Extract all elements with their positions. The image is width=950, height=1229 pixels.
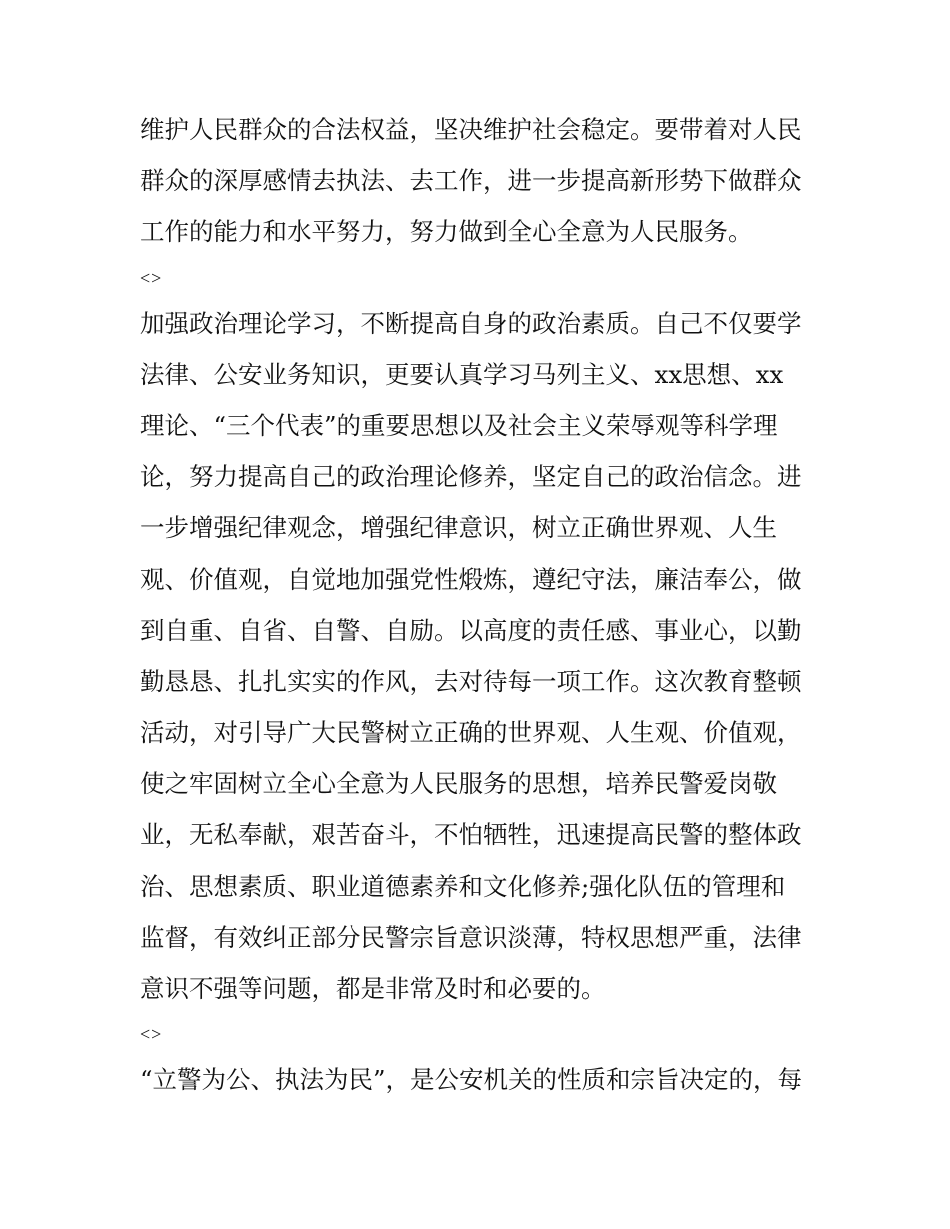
text-line: “立警为公、执法为民”，是公安机关的性质和宗旨决定的，每 [140, 1065, 803, 1095]
text-line: 理论、“三个代表”的重要思想以及社会主义荣辱观等科学理 [140, 410, 778, 440]
paragraph-1 [140, 104, 820, 258]
text-line: 意识不强等问题，都是非常及时和必要的。 [140, 974, 606, 1003]
text-line: 业，无私奉献，艰苦奋斗，不怕牺牲，迅速提高民警的整体政 [140, 820, 802, 850]
text-line: 加强政治理论学习，不断提高自身的政治素质。自己不仅要学 [140, 308, 802, 338]
text-line: 观、价值观，自觉地加强党性煅炼，遵纪守法，廉洁奉公，做 [140, 564, 802, 594]
text-line: 活动，对引导广大民警树立正确的世界观、人生观、价值观， [140, 718, 802, 748]
text-line: 治、思想素质、职业道德素养和文化修养;强化队伍的管理和 [140, 871, 786, 901]
paragraph-separator: <> [140, 1024, 163, 1045]
text-line: 一步增强纪律观念，增强纪律意识，树立正确世界观、人生 [140, 513, 777, 543]
text-line: 工作的能力和水平努力，努力做到全心全意为人民服务。 [140, 217, 753, 247]
paragraph-2 [140, 298, 820, 1015]
text-line: 到自重、自省、自警、自励。以高度的责任感、事业心，以勤 [140, 615, 802, 645]
text-line: 群众的深厚感情去执法、去工作，进一步提高新形势下做群众 [140, 166, 802, 196]
text-line: 论，努力提高自己的政治理论修养，坚定自己的政治信念。进 [140, 462, 802, 492]
document-body [140, 104, 820, 1105]
text-line: 勤恳恳、扎扎实实的作风，去对待每一项工作。这次教育整顿 [140, 666, 802, 696]
text-line: 维护人民群众的合法权益，坚决维护社会稳定。要带着对人民 [140, 115, 802, 144]
text-line: 使之牢固树立全心全意为人民服务的思想，培养民警爱岗敬 [140, 769, 777, 799]
text-line: 法律、公安业务知识，更要认真学习马列主义、xx思想、xx [140, 359, 784, 389]
paragraph-separator: <> [140, 267, 163, 288]
paragraph-3 [140, 1054, 820, 1105]
text-line: 监督，有效纠正部分民警宗旨意识淡薄，特权思想严重，法律 [140, 922, 802, 952]
